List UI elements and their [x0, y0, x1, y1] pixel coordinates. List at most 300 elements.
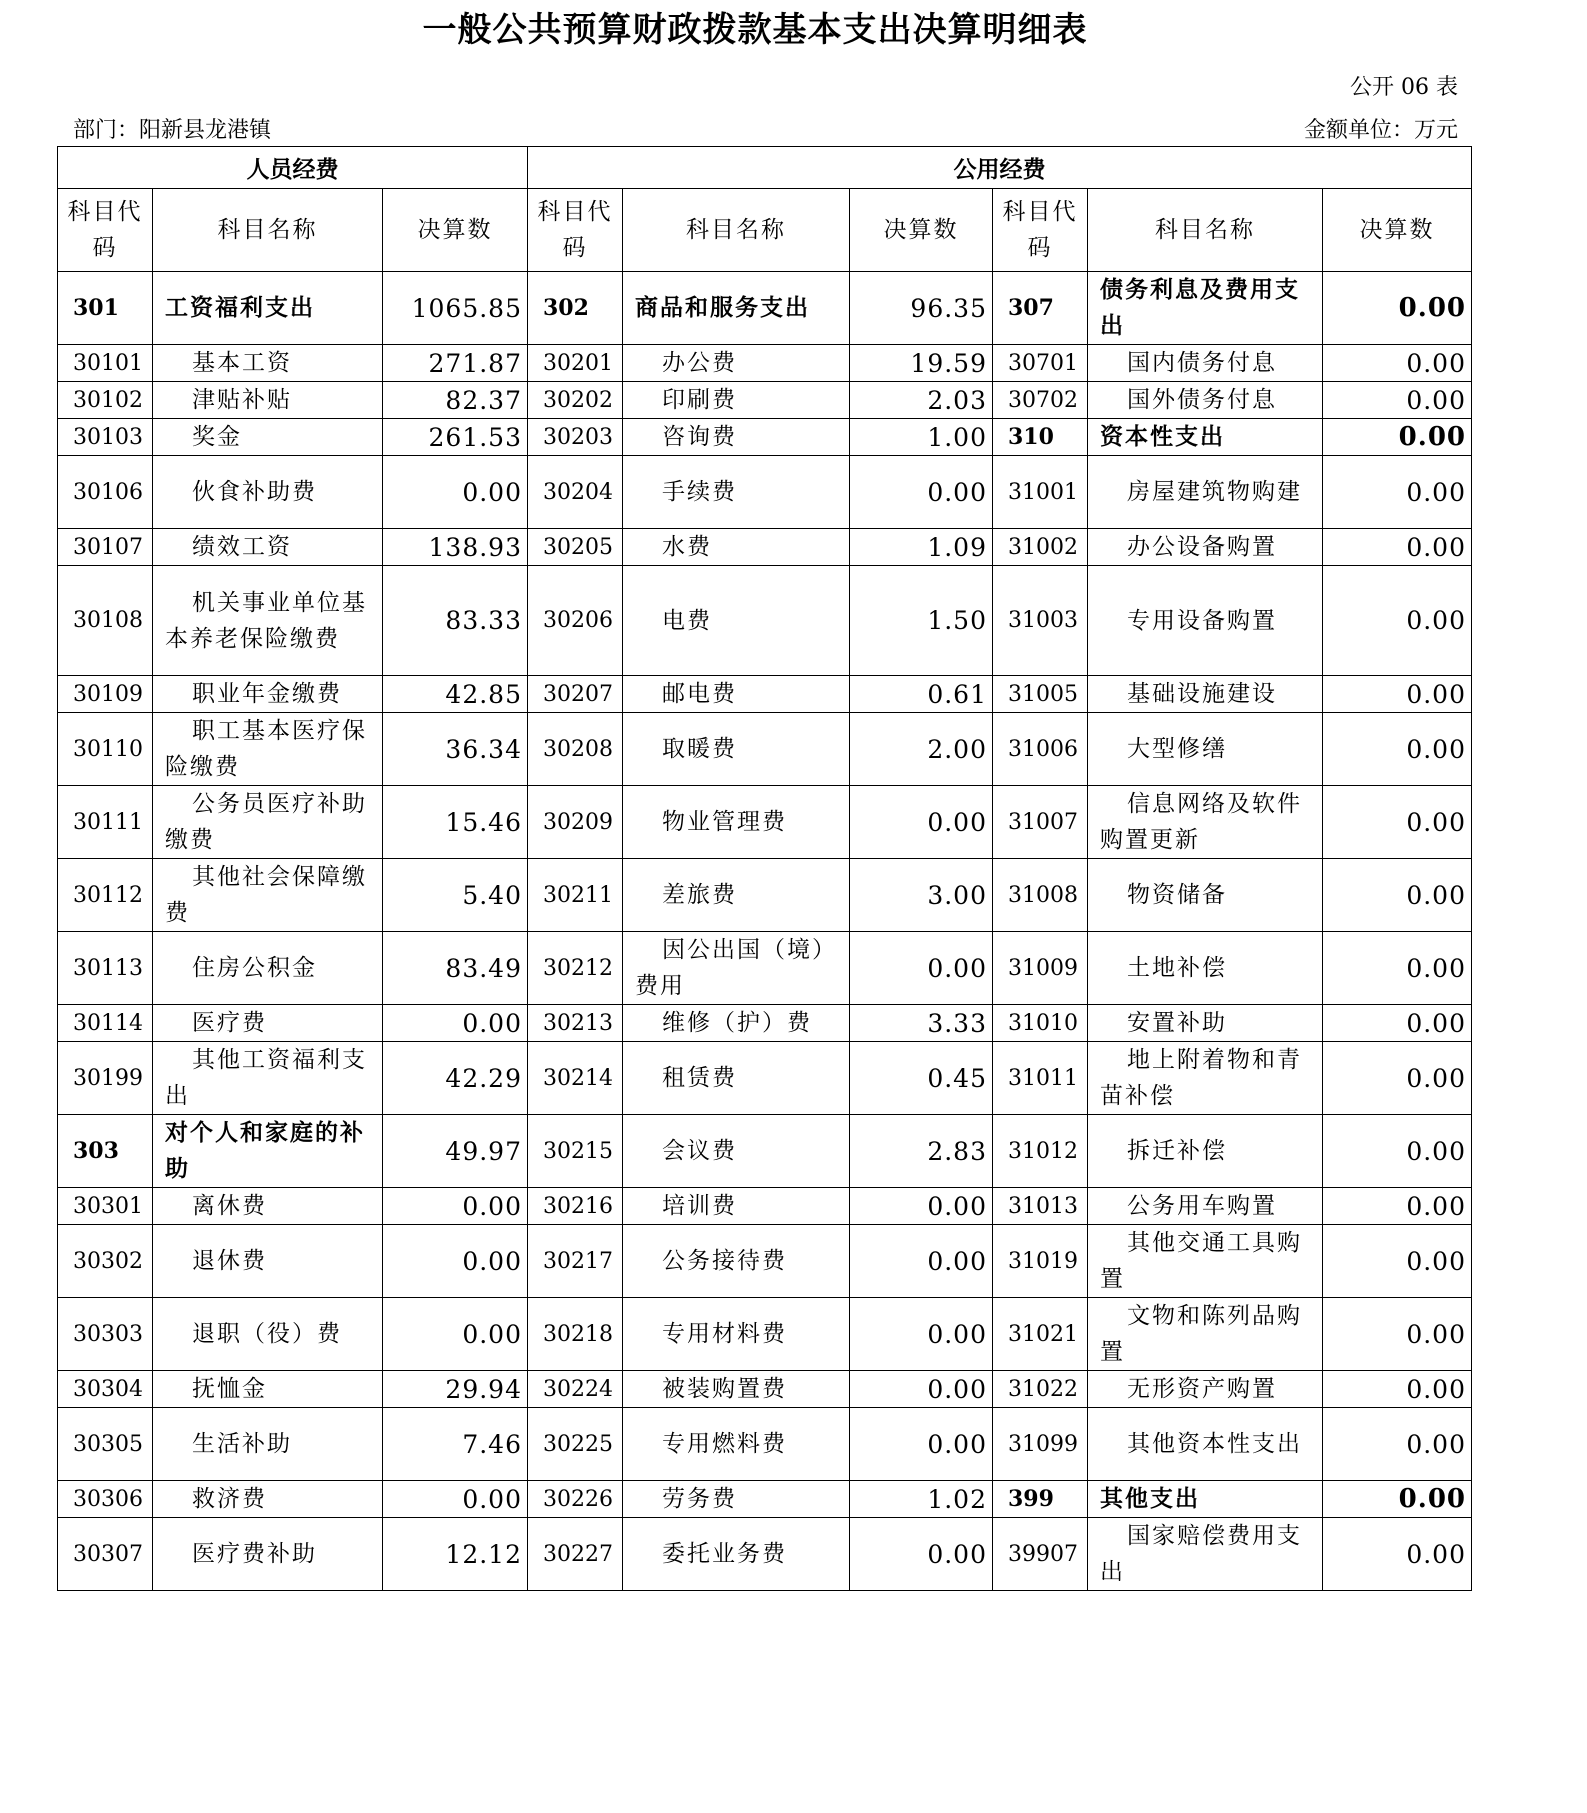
settlement-amount: 0.00 [850, 1408, 993, 1481]
settlement-amount: 0.00 [1323, 345, 1472, 382]
subject-name-text: 因公出国（境）费用 [635, 937, 837, 999]
settlement-amount: 271.87 [383, 345, 528, 382]
table-row [58, 272, 1472, 345]
subject-name [1088, 713, 1323, 786]
subject-name [153, 1518, 383, 1591]
settlement-amount: 0.00 [1323, 1298, 1472, 1371]
personnel-expense-header: 人员经费 [58, 147, 528, 189]
subject-code: 302 [528, 272, 623, 345]
subject-name-text: 培训费 [662, 1193, 737, 1219]
subject-code: 310 [993, 419, 1088, 456]
subject-name [153, 345, 383, 382]
subject-name-text: 对个人和家庭的补助 [165, 1119, 365, 1182]
subject-code: 30306 [58, 1481, 153, 1518]
subject-name-text: 其他社会保障缴费 [165, 864, 367, 926]
settlement-amount: 83.49 [383, 932, 528, 1005]
subject-name [153, 1115, 383, 1188]
subject-name-text: 委托业务费 [662, 1541, 787, 1567]
subject-code: 30702 [993, 382, 1088, 419]
subject-name-text: 专用燃料费 [662, 1431, 787, 1457]
subject-name-text: 物资储备 [1127, 882, 1227, 908]
subject-code: 30201 [528, 345, 623, 382]
subject-code: 30113 [58, 932, 153, 1005]
subject-name-text: 取暖费 [662, 736, 737, 762]
subject-name [153, 1481, 383, 1518]
settlement-amount: 0.00 [1323, 1518, 1472, 1591]
table-row [58, 1408, 1472, 1481]
subject-name-text: 其他交通工具购置 [1100, 1230, 1302, 1292]
subject-name-text: 大型修缮 [1127, 736, 1227, 762]
settlement-amount: 5.40 [383, 859, 528, 932]
settlement-amount: 0.00 [1323, 932, 1472, 1005]
settlement-amount: 0.00 [1323, 1042, 1472, 1115]
table-row [58, 456, 1472, 529]
settlement-amount: 2.83 [850, 1115, 993, 1188]
subject-name [153, 272, 383, 345]
subject-code: 30212 [528, 932, 623, 1005]
subject-name [153, 456, 383, 529]
public-expense-header: 公用经费 [528, 147, 1472, 189]
settlement-amount: 0.00 [1323, 529, 1472, 566]
subject-code: 30304 [58, 1371, 153, 1408]
col-header-code: 科目代码 [993, 189, 1088, 272]
subject-name-text: 其他工资福利支出 [165, 1047, 367, 1109]
subject-code: 30103 [58, 419, 153, 456]
subject-name-text: 津贴补贴 [192, 387, 292, 413]
subject-name-text: 被装购置费 [662, 1376, 787, 1402]
subject-code: 301 [58, 272, 153, 345]
subject-code: 30302 [58, 1225, 153, 1298]
subject-name [153, 1408, 383, 1481]
subject-name-text: 国家赔偿费用支出 [1100, 1523, 1302, 1585]
table-body [58, 272, 1472, 1591]
table-row [58, 713, 1472, 786]
subject-name-text: 租赁费 [662, 1065, 737, 1091]
subject-name [1088, 1042, 1323, 1115]
subject-name [1088, 1408, 1323, 1481]
subject-code: 31099 [993, 1408, 1088, 1481]
table-row [58, 1225, 1472, 1298]
settlement-amount: 0.00 [850, 1371, 993, 1408]
page-title: 一般公共预算财政拨款基本支出决算明细表 [422, 10, 1088, 50]
subject-name [1088, 1188, 1323, 1225]
subject-code: 31013 [993, 1188, 1088, 1225]
settlement-amount: 1.00 [850, 419, 993, 456]
settlement-amount: 36.34 [383, 713, 528, 786]
subject-name [153, 1298, 383, 1371]
subject-code: 31012 [993, 1115, 1088, 1188]
subject-code: 31010 [993, 1005, 1088, 1042]
subject-code: 31007 [993, 786, 1088, 859]
subject-name-text: 安置补助 [1127, 1010, 1227, 1036]
settlement-amount: 0.00 [1323, 786, 1472, 859]
table-row [58, 382, 1472, 419]
subject-code: 30216 [528, 1188, 623, 1225]
table-row [58, 1371, 1472, 1408]
subject-name [1088, 1371, 1323, 1408]
subject-name [1088, 1005, 1323, 1042]
subject-code: 30224 [528, 1371, 623, 1408]
subject-code: 30301 [58, 1188, 153, 1225]
settlement-amount: 15.46 [383, 786, 528, 859]
settlement-amount: 0.00 [850, 1225, 993, 1298]
subject-name-text: 退职（役）费 [192, 1321, 342, 1347]
subject-code: 30225 [528, 1408, 623, 1481]
settlement-amount: 0.00 [1323, 456, 1472, 529]
settlement-amount: 0.00 [1323, 566, 1472, 676]
subject-code: 30214 [528, 1042, 623, 1115]
table-row [58, 419, 1472, 456]
subject-code: 30307 [58, 1518, 153, 1591]
settlement-amount: 82.37 [383, 382, 528, 419]
settlement-amount: 138.93 [383, 529, 528, 566]
subject-code: 30218 [528, 1298, 623, 1371]
settlement-amount: 0.00 [383, 1298, 528, 1371]
table-row [58, 529, 1472, 566]
settlement-amount: 0.00 [1323, 419, 1472, 456]
settlement-amount: 42.85 [383, 676, 528, 713]
settlement-amount: 0.00 [850, 932, 993, 1005]
subject-name [623, 786, 850, 859]
subject-code: 30207 [528, 676, 623, 713]
subject-code: 30102 [58, 382, 153, 419]
subject-name [153, 676, 383, 713]
subject-name-text: 医疗费补助 [192, 1541, 317, 1567]
subject-code: 31019 [993, 1225, 1088, 1298]
subject-name-text: 职工基本医疗保险缴费 [165, 718, 367, 780]
subject-code: 31006 [993, 713, 1088, 786]
subject-name-text: 债务利息及费用支出 [1100, 276, 1300, 339]
col-header-code: 科目代码 [528, 189, 623, 272]
subject-name-text: 电费 [662, 607, 712, 634]
subject-code: 31022 [993, 1371, 1088, 1408]
subject-name [153, 382, 383, 419]
subject-name-text: 地上附着物和青苗补偿 [1100, 1047, 1302, 1109]
subject-name-text: 商品和服务支出 [635, 294, 810, 321]
settlement-amount: 3.00 [850, 859, 993, 932]
subject-name [1088, 272, 1323, 345]
subject-name-text: 办公设备购置 [1127, 534, 1277, 560]
subject-name [153, 529, 383, 566]
subject-name [153, 1225, 383, 1298]
settlement-amount: 0.00 [1323, 1005, 1472, 1042]
settlement-amount: 0.00 [1323, 676, 1472, 713]
subject-name [153, 1005, 383, 1042]
subject-name [623, 1005, 850, 1042]
table-row [58, 345, 1472, 382]
subject-code: 31005 [993, 676, 1088, 713]
department-label: 部门：阳新县龙港镇 [73, 118, 272, 143]
settlement-amount: 0.00 [383, 1225, 528, 1298]
table-row [58, 1518, 1472, 1591]
subject-name [1088, 676, 1323, 713]
settlement-amount: 0.00 [383, 1005, 528, 1042]
subject-code: 31002 [993, 529, 1088, 566]
settlement-amount: 0.00 [850, 456, 993, 529]
subject-name-text: 公务员医疗补助缴费 [165, 791, 367, 853]
table-row [58, 859, 1472, 932]
subject-code: 30217 [528, 1225, 623, 1298]
subject-name-text: 邮电费 [662, 681, 737, 707]
col-header-amount: 决算数 [1323, 189, 1472, 272]
subject-name [1088, 419, 1323, 456]
table-number: 公开 06 表 [1350, 75, 1458, 100]
settlement-amount: 261.53 [383, 419, 528, 456]
settlement-amount: 0.00 [1323, 1371, 1472, 1408]
subject-code: 30226 [528, 1481, 623, 1518]
subject-name-text: 文物和陈列品购置 [1100, 1303, 1302, 1365]
table-row [58, 1042, 1472, 1115]
subject-code: 39907 [993, 1518, 1088, 1591]
subject-name [623, 1298, 850, 1371]
subject-name-text: 国外债务付息 [1127, 387, 1277, 413]
settlement-amount: 0.00 [1323, 272, 1472, 345]
subject-name [623, 419, 850, 456]
settlement-amount: 12.12 [383, 1518, 528, 1591]
subject-code: 31001 [993, 456, 1088, 529]
subject-name-text: 维修（护）费 [662, 1010, 812, 1036]
subject-code: 307 [993, 272, 1088, 345]
settlement-amount: 0.00 [1323, 1408, 1472, 1481]
subject-name-text: 医疗费 [192, 1010, 267, 1036]
subject-code: 30202 [528, 382, 623, 419]
subject-name-text: 退休费 [192, 1248, 267, 1274]
settlement-amount: 1.50 [850, 566, 993, 676]
settlement-amount: 0.00 [850, 1298, 993, 1371]
settlement-amount: 29.94 [383, 1371, 528, 1408]
subject-code: 30205 [528, 529, 623, 566]
subject-name [153, 1371, 383, 1408]
subject-name [1088, 382, 1323, 419]
subject-name [153, 713, 383, 786]
subject-name [623, 345, 850, 382]
subject-code: 31021 [993, 1298, 1088, 1371]
settlement-amount: 0.00 [850, 1518, 993, 1591]
subject-name-text: 劳务费 [662, 1486, 737, 1512]
table-row [58, 566, 1472, 676]
table-row [58, 1298, 1472, 1371]
subject-name-text: 专用材料费 [662, 1321, 787, 1347]
settlement-amount: 0.00 [383, 1188, 528, 1225]
subject-name-text: 水费 [662, 534, 712, 560]
subject-code: 30215 [528, 1115, 623, 1188]
subject-code: 30303 [58, 1298, 153, 1371]
table-row [58, 932, 1472, 1005]
subject-code: 31009 [993, 932, 1088, 1005]
settlement-amount: 0.00 [1323, 1225, 1472, 1298]
subject-name [623, 529, 850, 566]
subject-name-text: 信息网络及软件购置更新 [1100, 791, 1302, 853]
subject-code: 399 [993, 1481, 1088, 1518]
subject-name [1088, 1481, 1323, 1518]
subject-name-text: 救济费 [192, 1486, 267, 1512]
subject-name [1088, 859, 1323, 932]
subject-name [1088, 932, 1323, 1005]
settlement-amount: 0.00 [1323, 1188, 1472, 1225]
subject-name-text: 公务用车购置 [1127, 1193, 1277, 1219]
subject-name [623, 456, 850, 529]
settlement-amount: 0.00 [383, 456, 528, 529]
subject-name-text: 会议费 [662, 1138, 737, 1164]
subject-code: 30199 [58, 1042, 153, 1115]
subject-name-text: 绩效工资 [192, 534, 292, 560]
subject-name-text: 离休费 [192, 1193, 267, 1219]
subject-code: 31003 [993, 566, 1088, 676]
subject-name [623, 566, 850, 676]
subject-name-text: 房屋建筑物购建 [1127, 479, 1302, 505]
subject-name-text: 差旅费 [662, 882, 737, 908]
subject-name-text: 基本工资 [192, 350, 292, 376]
subject-name-text: 奖金 [192, 424, 242, 450]
subject-code: 30209 [528, 786, 623, 859]
subject-name-text: 伙食补助费 [192, 479, 317, 505]
subject-name [153, 566, 383, 676]
subject-code: 30208 [528, 713, 623, 786]
subject-name-text: 土地补偿 [1127, 955, 1227, 981]
subject-name-text: 咨询费 [662, 424, 737, 450]
subject-code: 30213 [528, 1005, 623, 1042]
subject-name [623, 1115, 850, 1188]
settlement-amount: 7.46 [383, 1408, 528, 1481]
subject-name-text: 印刷费 [662, 387, 737, 413]
settlement-amount: 3.33 [850, 1005, 993, 1042]
subject-code: 30206 [528, 566, 623, 676]
settlement-amount: 1.09 [850, 529, 993, 566]
settlement-amount: 0.00 [1323, 1481, 1472, 1518]
subject-code: 30106 [58, 456, 153, 529]
subject-name [1088, 1298, 1323, 1371]
subject-name-text: 国内债务付息 [1127, 350, 1277, 376]
subject-name [1088, 1115, 1323, 1188]
unit-label: 金额单位：万元 [1303, 118, 1458, 143]
settlement-amount: 83.33 [383, 566, 528, 676]
subject-code: 30211 [528, 859, 623, 932]
settlement-amount: 0.00 [1323, 859, 1472, 932]
settlement-amount: 2.03 [850, 382, 993, 419]
table-row [58, 786, 1472, 859]
subject-name [1088, 345, 1323, 382]
subject-name [1088, 456, 1323, 529]
settlement-amount: 42.29 [383, 1042, 528, 1115]
subject-name-text: 拆迁补偿 [1127, 1138, 1227, 1164]
subject-code: 30114 [58, 1005, 153, 1042]
subject-name [623, 1481, 850, 1518]
subject-name [623, 1371, 850, 1408]
subject-name [623, 1042, 850, 1115]
settlement-amount: 0.00 [850, 786, 993, 859]
subject-name-text: 抚恤金 [192, 1376, 267, 1402]
subject-name-text: 职业年金缴费 [192, 681, 342, 707]
subject-name [1088, 786, 1323, 859]
settlement-amount: 49.97 [383, 1115, 528, 1188]
settlement-amount: 96.35 [850, 272, 993, 345]
subject-code: 30109 [58, 676, 153, 713]
subject-code: 30701 [993, 345, 1088, 382]
subject-name [1088, 1518, 1323, 1591]
subject-name [1088, 1225, 1323, 1298]
subject-code: 30111 [58, 786, 153, 859]
subject-code: 30227 [528, 1518, 623, 1591]
subject-name-text: 住房公积金 [192, 955, 317, 981]
subject-name [153, 1188, 383, 1225]
table-row [58, 1005, 1472, 1042]
subject-name-text: 其他资本性支出 [1127, 1431, 1302, 1457]
subject-name-text: 手续费 [662, 479, 737, 505]
subject-code: 30107 [58, 529, 153, 566]
subject-name [623, 932, 850, 1005]
settlement-amount: 0.00 [1323, 713, 1472, 786]
settlement-amount: 0.45 [850, 1042, 993, 1115]
subject-code: 30101 [58, 345, 153, 382]
subject-code: 303 [58, 1115, 153, 1188]
table-row [58, 1188, 1472, 1225]
settlement-amount: 19.59 [850, 345, 993, 382]
subject-name-text: 物业管理费 [662, 809, 787, 835]
settlement-amount: 0.00 [383, 1481, 528, 1518]
subject-name-text: 无形资产购置 [1127, 1376, 1277, 1402]
expenditure-table [57, 146, 1472, 1591]
subject-name [153, 932, 383, 1005]
subject-name [623, 1225, 850, 1298]
col-header-code: 科目代码 [58, 189, 153, 272]
col-header-amount: 决算数 [383, 189, 528, 272]
subject-name-text: 专用设备购置 [1127, 607, 1277, 634]
table-row [58, 676, 1472, 713]
settlement-amount: 0.00 [850, 1188, 993, 1225]
col-header-name: 科目名称 [1088, 189, 1323, 272]
subject-code: 30204 [528, 456, 623, 529]
subject-name [623, 1408, 850, 1481]
col-header-name: 科目名称 [623, 189, 850, 272]
subject-name-text: 其他支出 [1100, 1485, 1200, 1512]
settlement-amount: 1.02 [850, 1481, 993, 1518]
subject-name [153, 419, 383, 456]
subject-name-text: 基础设施建设 [1127, 681, 1277, 707]
subject-code: 30203 [528, 419, 623, 456]
settlement-amount: 0.61 [850, 676, 993, 713]
table-row [58, 1481, 1472, 1518]
subject-name-text: 生活补助 [192, 1431, 292, 1457]
subject-name [623, 859, 850, 932]
settlement-amount: 2.00 [850, 713, 993, 786]
col-header-name: 科目名称 [153, 189, 383, 272]
settlement-amount: 0.00 [1323, 1115, 1472, 1188]
subject-name [153, 1042, 383, 1115]
settlement-amount: 0.00 [1323, 382, 1472, 419]
subject-name [623, 1518, 850, 1591]
col-header-amount: 决算数 [850, 189, 993, 272]
subject-name [153, 859, 383, 932]
subject-name [623, 1188, 850, 1225]
subject-name-text: 资本性支出 [1100, 423, 1225, 450]
subject-name-text: 办公费 [662, 350, 737, 376]
table-row [58, 1115, 1472, 1188]
subject-name [153, 786, 383, 859]
subject-name-text: 公务接待费 [662, 1248, 787, 1274]
subject-name-text: 工资福利支出 [165, 294, 315, 321]
subject-code: 30108 [58, 566, 153, 676]
subject-name [623, 382, 850, 419]
subject-name [623, 676, 850, 713]
settlement-amount: 1065.85 [383, 272, 528, 345]
subject-name [1088, 529, 1323, 566]
subject-name-text: 机关事业单位基本养老保险缴费 [165, 589, 367, 652]
subject-name [623, 713, 850, 786]
subject-name [623, 272, 850, 345]
subject-code: 30305 [58, 1408, 153, 1481]
subject-code: 30110 [58, 713, 153, 786]
subject-code: 31008 [993, 859, 1088, 932]
